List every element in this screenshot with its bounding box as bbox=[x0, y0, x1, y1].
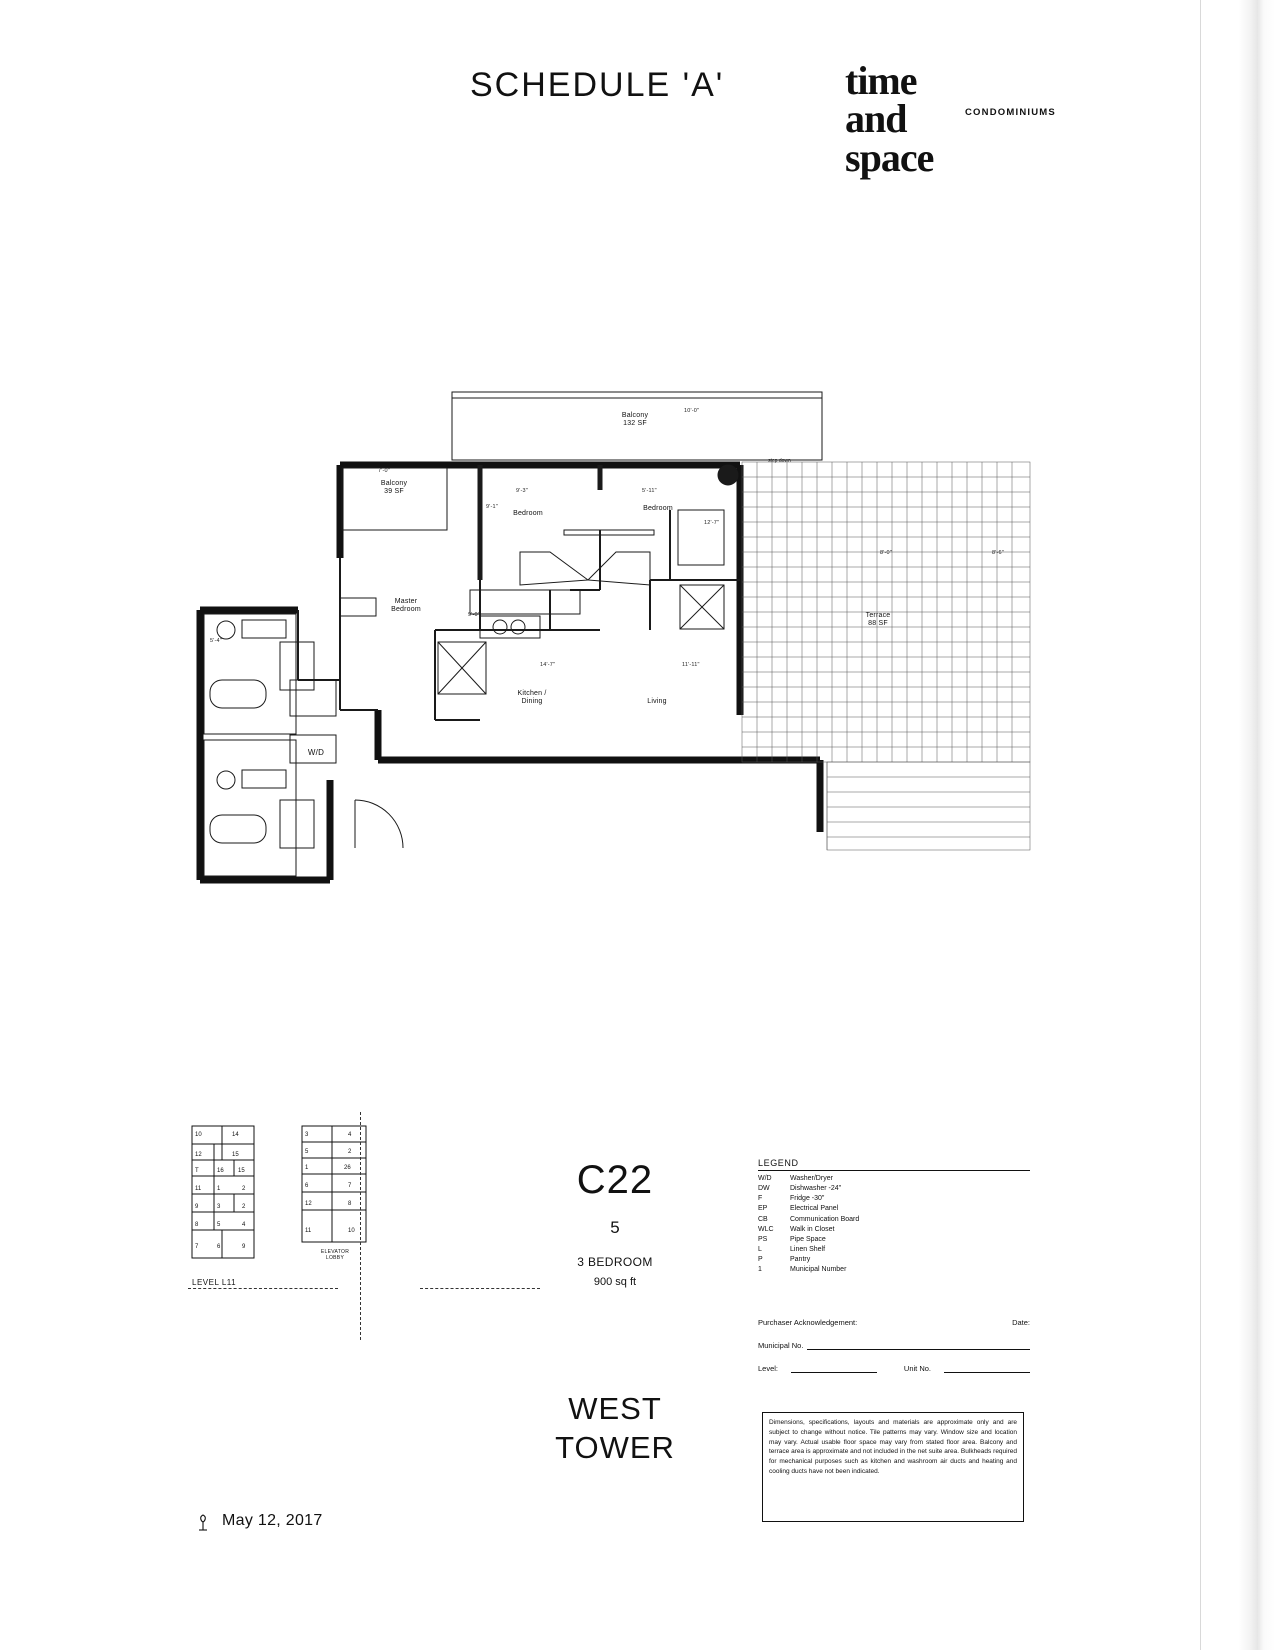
svg-text:2: 2 bbox=[348, 1149, 352, 1155]
svg-text:7: 7 bbox=[195, 1244, 199, 1250]
room-label-bedroom-2: Bedroom bbox=[513, 510, 543, 517]
brand-line-3: space bbox=[845, 134, 934, 180]
legend-abbr: DW bbox=[758, 1185, 770, 1193]
divider-vertical bbox=[360, 1112, 361, 1340]
legend-item bbox=[758, 1255, 1030, 1265]
level-field[interactable] bbox=[791, 1363, 877, 1373]
unit-area: 900 sq ft bbox=[593, 1276, 637, 1288]
svg-text:4: 4 bbox=[348, 1132, 352, 1138]
legend-def: Electrical Panel bbox=[790, 1205, 839, 1213]
legend-def: Municipal Number bbox=[790, 1266, 847, 1274]
legend-title: LEGEND bbox=[758, 1158, 799, 1168]
svg-text:3: 3 bbox=[305, 1132, 309, 1138]
brand-logo bbox=[845, 58, 1056, 180]
dimension: 11'-11" bbox=[682, 662, 700, 668]
svg-text:16: 16 bbox=[217, 1168, 224, 1174]
unit-no-field[interactable] bbox=[944, 1363, 1030, 1373]
floor-plan-drawing bbox=[180, 380, 1040, 910]
disclaimer-text: Dimensions, specifications, layouts and materials are approximate only and are subject to change without notice. Tile patterns may vary. Window size and location may vary. Actual usable floor space may vary from stated floor area. Balcony and terrace area is approximate and not included in the net suite area. Bulkheads required for mechanical purposes such as kitchen and washroom air ducts and heating and cooling ducts have not been indicated. bbox=[762, 1412, 1024, 1522]
key-plan-level-label: LEVEL L11 bbox=[192, 1278, 237, 1287]
legend-def: Washer/Dryer bbox=[790, 1175, 833, 1182]
svg-text:7: 7 bbox=[348, 1183, 352, 1189]
tower-line-2: TOWER bbox=[555, 1429, 675, 1465]
acknowledgement-block bbox=[758, 1318, 1030, 1386]
legend bbox=[758, 1158, 1030, 1275]
legend-abbr: L bbox=[758, 1245, 762, 1253]
scan-edge-shadow bbox=[1195, 0, 1275, 1650]
page-title: SCHEDULE 'A' bbox=[470, 66, 725, 104]
svg-text:10: 10 bbox=[348, 1228, 355, 1234]
divider-horizontal-left bbox=[188, 1288, 338, 1289]
dimension: 14'-7" bbox=[540, 662, 556, 668]
legend-def: Communication Board bbox=[790, 1215, 860, 1223]
legend-divider bbox=[758, 1170, 1030, 1171]
svg-text:11: 11 bbox=[195, 1186, 202, 1192]
svg-text:26: 26 bbox=[344, 1165, 351, 1171]
brand-line-2: and bbox=[845, 96, 907, 142]
legend-item bbox=[758, 1204, 1030, 1214]
divider-horizontal-right bbox=[420, 1288, 540, 1289]
room-label-terrace: Terrace 88 SF bbox=[865, 612, 891, 628]
svg-text:6: 6 bbox=[217, 1244, 221, 1250]
legend-item bbox=[758, 1235, 1030, 1245]
stamp-icon bbox=[192, 1512, 214, 1534]
dimension: 8'-6" bbox=[992, 550, 1004, 556]
legend-abbr: EP bbox=[758, 1205, 768, 1213]
svg-text:10: 10 bbox=[195, 1132, 202, 1138]
dimension: 9'-1" bbox=[486, 504, 498, 510]
legend-item bbox=[758, 1265, 1030, 1275]
brand-line-1: time bbox=[845, 58, 917, 103]
svg-text:9: 9 bbox=[242, 1244, 246, 1250]
room-label-kitchen-dining: Kitchen / Dining bbox=[517, 690, 547, 706]
svg-text:8: 8 bbox=[348, 1201, 352, 1207]
legend-item bbox=[758, 1194, 1030, 1204]
dimension: 5'-4" bbox=[210, 638, 222, 644]
purchaser-ack-label: Purchaser Acknowledgement: bbox=[758, 1318, 858, 1327]
svg-text:T: T bbox=[195, 1168, 199, 1174]
svg-text:12: 12 bbox=[195, 1152, 202, 1158]
svg-text:4: 4 bbox=[242, 1222, 246, 1228]
legend-def: Pipe Space bbox=[790, 1235, 826, 1243]
legend-item bbox=[758, 1184, 1030, 1194]
municipal-no-label: Municipal No. bbox=[758, 1341, 804, 1350]
dimension: 8'-0" bbox=[880, 550, 892, 556]
legend-abbr: WLC bbox=[758, 1225, 774, 1233]
legend-abbr: 1 bbox=[758, 1266, 762, 1274]
svg-text:1: 1 bbox=[305, 1165, 309, 1171]
svg-text:8: 8 bbox=[195, 1222, 199, 1228]
svg-text:6: 6 bbox=[305, 1183, 309, 1189]
svg-text:2: 2 bbox=[242, 1204, 246, 1210]
legend-abbr: P bbox=[758, 1256, 763, 1264]
svg-text:15: 15 bbox=[238, 1168, 245, 1174]
room-label-master-bedroom: Master Bedroom bbox=[391, 598, 421, 614]
unit-no-label: Unit No. bbox=[903, 1364, 932, 1373]
svg-text:11: 11 bbox=[305, 1228, 312, 1234]
legend-abbr: W/D bbox=[758, 1175, 772, 1182]
room-label-balcony-main: Balcony 132 SF bbox=[621, 412, 649, 428]
svg-text:5: 5 bbox=[217, 1222, 221, 1228]
scan-edge-line bbox=[1200, 0, 1201, 1650]
dimension: 12'-7" bbox=[704, 520, 720, 526]
unit-type: 3 BEDROOM bbox=[577, 1255, 653, 1269]
unit-number: 5 bbox=[610, 1218, 620, 1237]
svg-text:14: 14 bbox=[232, 1132, 239, 1138]
document-date: May 12, 2017 bbox=[222, 1512, 323, 1529]
level-unit-row bbox=[758, 1363, 1030, 1373]
legend-def: Walk in Closet bbox=[790, 1225, 835, 1233]
tower-line-1: WEST bbox=[568, 1391, 662, 1426]
tower-name bbox=[495, 1390, 735, 1468]
dimension: 5'-11" bbox=[642, 488, 657, 494]
svg-text:12: 12 bbox=[305, 1201, 312, 1207]
room-label-balcony-small: Balcony 39 SF bbox=[380, 480, 408, 496]
legend-item bbox=[758, 1174, 1030, 1184]
label-washer-dryer: W/D bbox=[307, 748, 325, 757]
legend-def: Linen Shelf bbox=[790, 1245, 826, 1253]
dimension: 10'-0" bbox=[684, 408, 700, 414]
legend-def: Fridge -30" bbox=[790, 1195, 825, 1203]
date-label: Date: bbox=[1012, 1318, 1030, 1327]
key-plan-elevator-lobby-label: ELEVATOR LOBBY bbox=[320, 1249, 350, 1261]
legend-abbr: CB bbox=[758, 1215, 768, 1223]
purchaser-ack-row bbox=[758, 1318, 1030, 1327]
legend-item bbox=[758, 1215, 1030, 1225]
legend-item bbox=[758, 1225, 1030, 1235]
svg-text:5: 5 bbox=[305, 1149, 309, 1155]
unit-code: C22 bbox=[576, 1158, 654, 1202]
label-step-down: step down bbox=[768, 458, 791, 464]
floor-plan bbox=[180, 380, 1040, 910]
svg-text:3: 3 bbox=[217, 1204, 221, 1210]
dimension: 7'-0" bbox=[378, 468, 390, 474]
svg-text:15: 15 bbox=[232, 1152, 239, 1158]
level-label: Level: bbox=[758, 1364, 779, 1373]
legend-def: Dishwasher -24" bbox=[790, 1185, 842, 1193]
brand-subtitle: CONDOMINIUMS bbox=[965, 107, 1056, 118]
svg-text:2: 2 bbox=[242, 1186, 246, 1192]
municipal-no-row bbox=[758, 1340, 1030, 1350]
legend-def: Pantry bbox=[790, 1256, 811, 1264]
svg-text:9: 9 bbox=[195, 1204, 199, 1210]
room-label-bedroom-3: Bedroom bbox=[643, 505, 673, 512]
dimension: 9'-0" bbox=[468, 612, 480, 618]
dimension: 9'-3" bbox=[516, 488, 528, 494]
legend-abbr: F bbox=[758, 1195, 763, 1203]
legend-item bbox=[758, 1245, 1030, 1255]
municipal-no-field[interactable] bbox=[807, 1340, 1030, 1350]
svg-text:1: 1 bbox=[217, 1186, 221, 1192]
room-label-living: Living bbox=[647, 698, 667, 705]
legend-abbr: PS bbox=[758, 1235, 768, 1243]
